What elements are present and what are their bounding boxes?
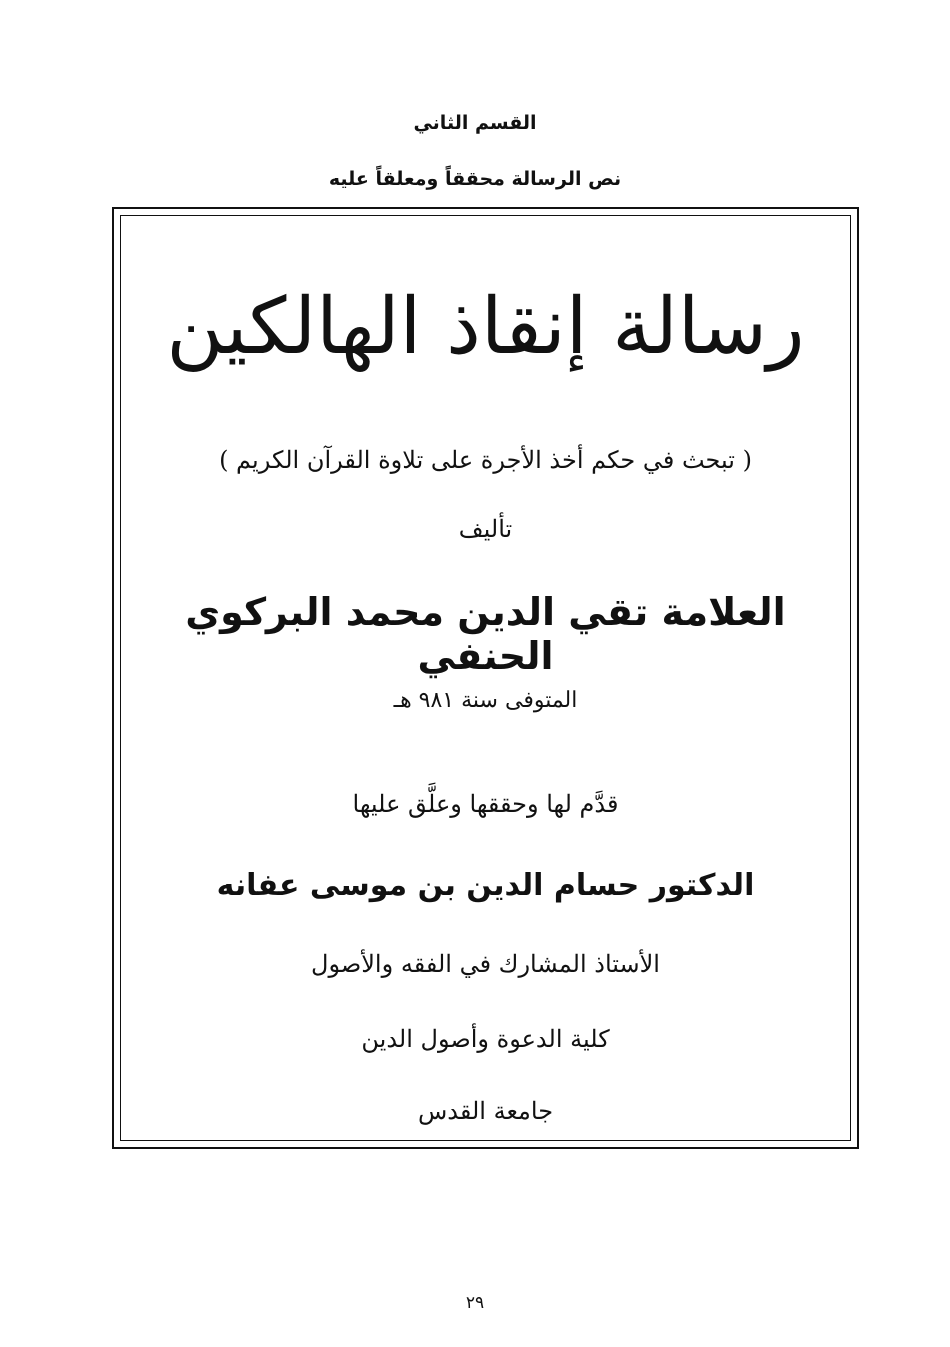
editor-college: كلية الدعوة وأصول الدين <box>361 1025 610 1053</box>
section-subtitle: نص الرسالة محققاً ومعلقاً عليه <box>328 168 622 190</box>
book-title: رسالة إنقاذ الهالكين <box>166 282 805 372</box>
authored-by-label: تأليف <box>458 515 513 543</box>
author-name: العلامة تقي الدين محمد البركوي الحنفي <box>185 590 786 678</box>
section-title: القسم الثاني <box>413 112 537 134</box>
book-subtitle: ( تبحث في حكم أخذ الأجرة على تلاوة القرآن الكريم ) <box>219 446 752 474</box>
page-number: ٢٩ <box>465 1293 485 1313</box>
editor-university: جامعة القدس <box>417 1097 554 1125</box>
editor-name: الدكتور حسام الدين بن موسى عفانه <box>216 868 755 903</box>
editor-intro: قدَّم لها وحققها وعلَّق عليها <box>352 790 619 818</box>
author-death-date: المتوفى سنة ٩٨١ هـ <box>393 688 578 713</box>
editor-position: الأستاذ المشارك في الفقه والأصول <box>311 950 660 978</box>
